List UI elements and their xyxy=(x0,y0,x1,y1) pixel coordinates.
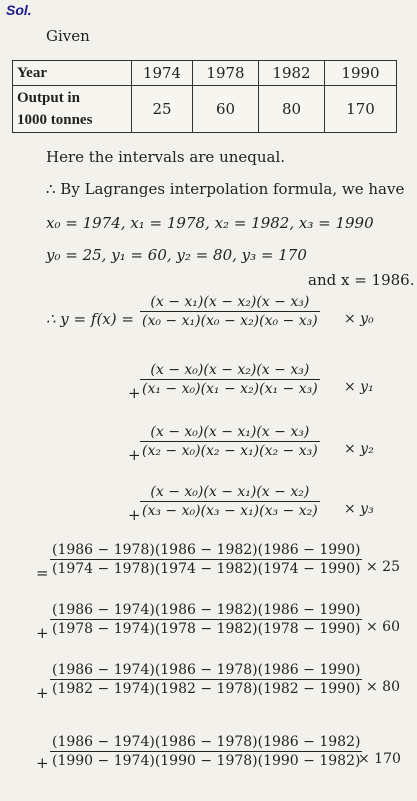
plus-sign: + xyxy=(128,446,141,464)
table-cell: 1974 xyxy=(132,61,193,86)
plus-sign: + xyxy=(128,384,141,402)
table-row xyxy=(13,61,397,86)
multiplier: × y₃ xyxy=(344,501,374,517)
numerator: (1986 − 1974)(1986 − 1982)(1986 − 1990) xyxy=(52,602,361,618)
lagrange-intro: ∴ By Lagranges interpolation formula, we have xyxy=(46,180,405,198)
multiplier: × 60 xyxy=(366,619,400,635)
table-cell: 170 xyxy=(325,86,397,133)
table-cell: 1990 xyxy=(325,61,397,86)
denominator: (1982 − 1974)(1982 − 1978)(1982 − 1990) xyxy=(52,681,361,697)
substituted-term-0 xyxy=(50,542,362,577)
multiplier: × y₀ xyxy=(344,311,374,327)
multiplier: × y₂ xyxy=(344,441,374,457)
denominator: (1974 − 1978)(1974 − 1982)(1974 − 1990) xyxy=(52,561,361,577)
denominator: (x₃ − x₀)(x₃ − x₁)(x₃ − x₂) xyxy=(142,503,318,519)
numerator: (x − x₁)(x − x₂)(x − x₃) xyxy=(140,294,320,312)
denominator: (1990 − 1974)(1990 − 1978)(1990 − 1982) xyxy=(52,753,361,769)
denominator: (x₂ − x₀)(x₂ − x₁)(x₂ − x₃) xyxy=(142,443,318,459)
multiplier: × 170 xyxy=(358,751,401,767)
data-table xyxy=(12,60,397,133)
table-cell: 80 xyxy=(259,86,325,133)
multiplier: × y₁ xyxy=(344,379,374,395)
plus-sign: + xyxy=(36,684,49,702)
numerator: (1986 − 1974)(1986 − 1978)(1986 − 1990) xyxy=(52,662,361,678)
fraction-term-0 xyxy=(140,294,320,329)
substituted-term-2 xyxy=(50,662,362,697)
output-label-line-1: Output in xyxy=(17,90,80,106)
x-target: and x = 1986. xyxy=(308,271,415,289)
table-cell: 1978 xyxy=(193,61,259,86)
denominator: (x₀ − x₁)(x₀ − x₂)(x₀ − x₃) xyxy=(142,313,318,329)
formula-lhs: ∴ y = f(x) = xyxy=(46,310,134,328)
numerator: (x − x₀)(x − x₂)(x − x₃) xyxy=(140,362,320,380)
intervals-note: Here the intervals are unequal. xyxy=(46,148,286,166)
fraction-term-1 xyxy=(140,362,320,397)
fraction-term-2 xyxy=(140,424,320,459)
equals-sign: = xyxy=(36,564,49,582)
solution-label: Sol. xyxy=(6,2,32,18)
output-label-line-2: 1000 tonnes xyxy=(17,112,93,128)
plus-sign: + xyxy=(36,754,49,772)
numerator: (x − x₀)(x − x₁)(x − x₂) xyxy=(140,484,320,502)
denominator: (x₁ − x₀)(x₁ − x₂)(x₁ − x₃) xyxy=(142,381,318,397)
numerator: (1986 − 1978)(1986 − 1982)(1986 − 1990) xyxy=(52,542,361,558)
numerator: (1986 − 1974)(1986 − 1978)(1986 − 1982) xyxy=(52,734,361,750)
given-text: Given xyxy=(46,27,90,45)
table-cell: 1982 xyxy=(259,61,325,86)
table-cell: 25 xyxy=(132,86,193,133)
multiplier: × 25 xyxy=(366,559,400,575)
table-header-year: Year xyxy=(13,61,132,86)
multiplier: × 80 xyxy=(366,679,400,695)
substituted-term-1 xyxy=(50,602,362,637)
y-values: y₀ = 25, y₁ = 60, y₂ = 80, y₃ = 170 xyxy=(46,246,307,264)
table-row xyxy=(13,86,397,133)
plus-sign: + xyxy=(128,506,141,524)
denominator: (1978 − 1974)(1978 − 1982)(1978 − 1990) xyxy=(52,621,361,637)
table-header-output xyxy=(13,86,132,133)
plus-sign: + xyxy=(36,624,49,642)
numerator: (x − x₀)(x − x₁)(x − x₃) xyxy=(140,424,320,442)
table-cell: 60 xyxy=(193,86,259,133)
fraction-term-3 xyxy=(140,484,320,519)
x-values: x₀ = 1974, x₁ = 1978, x₂ = 1982, x₃ = 1990 xyxy=(46,214,374,232)
substituted-term-3 xyxy=(50,734,362,769)
